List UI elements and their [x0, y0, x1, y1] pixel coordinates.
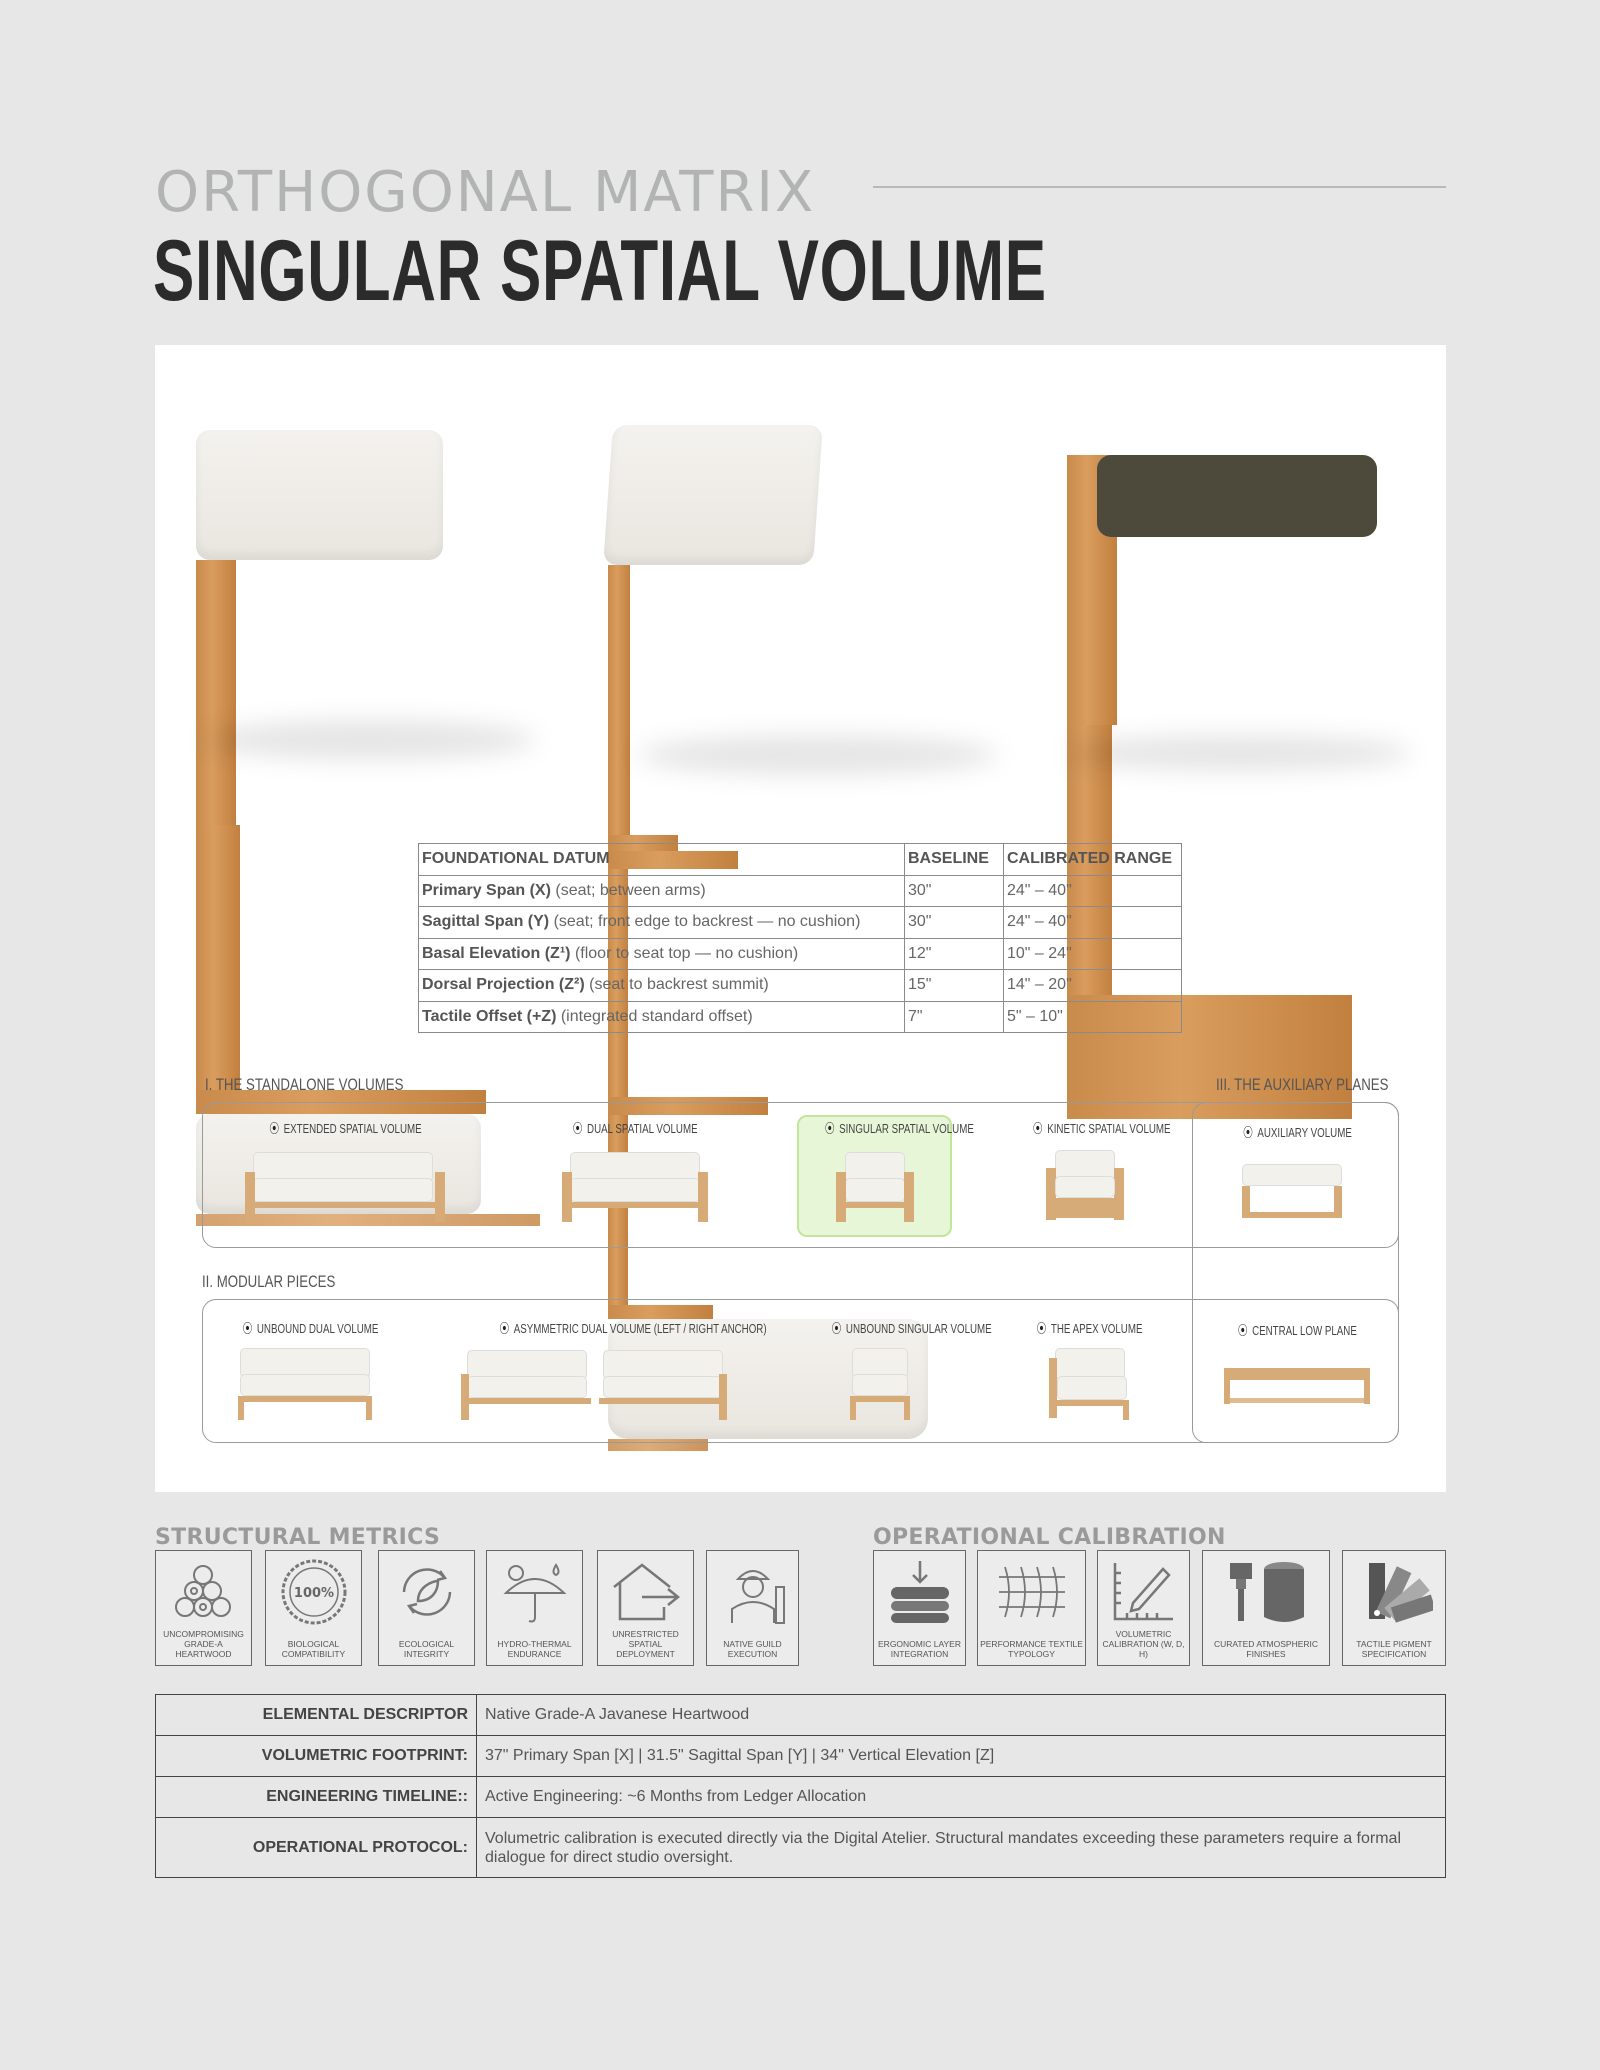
icon-caption: UNRESTRICTED SPATIAL DEPLOYMENT: [612, 1629, 679, 1659]
dimension-name: Basal Elevation (Z¹): [422, 944, 571, 962]
chair-angled-photo: [608, 425, 1023, 780]
dimension-note: (seat; front edge to backrest — no cushion): [553, 913, 861, 931]
table-row: [419, 970, 1182, 1002]
dimension-name: Primary Span (X): [422, 881, 551, 899]
detail-value: Active Engineering: ~6 Months from Ledger Allocation: [477, 1777, 1446, 1818]
model-unbound-dual-volume[interactable]: [220, 1318, 390, 1438]
model-unbound-singular-volume[interactable]: [805, 1318, 992, 1438]
table-row: [419, 907, 1182, 939]
model-singular-spatial-volume[interactable]: [800, 1118, 974, 1238]
house-arrow-icon: [606, 1557, 686, 1627]
icon-caption: ECOLOGICAL INTEGRITY: [398, 1639, 455, 1659]
icon-card: [486, 1550, 583, 1666]
icon-card: [1097, 1550, 1190, 1666]
hypoallergenic-seal-icon: [275, 1557, 353, 1627]
dimension-range: 10" – 24": [1004, 938, 1182, 970]
model-label: ⦿ ASYMMETRIC DUAL VOLUME (LEFT / RIGHT ANCHOR): [500, 1318, 767, 1337]
table-row: [419, 875, 1182, 907]
table-row: [419, 938, 1182, 970]
table-header: CALIBRATED RANGE: [1004, 844, 1182, 876]
table-row: [156, 1695, 1446, 1736]
details-table: [155, 1694, 1446, 1878]
table-row: [156, 1818, 1446, 1878]
auxiliary-section-title: III. THE AUXILIARY PLANES: [1216, 1075, 1389, 1094]
model-label: ⦿ SINGULAR SPATIAL VOLUME: [825, 1118, 974, 1137]
model-label: ⦿ THE APEX VOLUME: [1037, 1318, 1143, 1337]
model-label: ⦿ DUAL SPATIAL VOLUME: [573, 1118, 698, 1137]
detail-label: ELEMENTAL DESCRIPTOR: [156, 1695, 477, 1736]
table-row: [419, 1001, 1182, 1033]
layers-icon: [881, 1557, 959, 1627]
detail-label: ENGINEERING TIMELINE::: [156, 1777, 477, 1818]
dimension-range: 14" – 20": [1004, 970, 1182, 1002]
dimension-note: (seat to backrest summit): [589, 976, 769, 994]
dimension-range: 24" – 40": [1004, 875, 1182, 907]
operational-calibration-title: OPERATIONAL CALIBRATION: [873, 1525, 1226, 1550]
table-header: BASELINE: [905, 844, 1004, 876]
icon-caption: BIOLOGICAL COMPATIBILITY: [281, 1639, 346, 1659]
chair-back-photo: [1067, 455, 1412, 775]
swatch-icon: [1355, 1557, 1433, 1627]
detail-label: VOLUMETRIC FOOTPRINT:: [156, 1736, 477, 1777]
ruler-pencil-icon: [1105, 1557, 1183, 1627]
model-asymmetric-dual-volume[interactable]: [455, 1318, 767, 1438]
dimension-baseline: 30": [905, 907, 1004, 939]
icon-caption: ERGONOMIC LAYER INTEGRATION: [878, 1639, 961, 1659]
icon-card: [873, 1550, 966, 1666]
icon-card: [706, 1550, 799, 1666]
chair-front-photo: [196, 430, 541, 775]
structural-metrics-title: STRUCTURAL METRICS: [155, 1525, 441, 1550]
icon-caption: VOLUMETRIC CALIBRATION (W, D, H): [1102, 1629, 1185, 1659]
logs-icon: [165, 1557, 243, 1623]
page-title: SINGULAR SPATIAL VOLUME: [153, 223, 1047, 319]
model-dual-spatial-volume[interactable]: [540, 1118, 730, 1238]
dimension-baseline: 12": [905, 938, 1004, 970]
weather-umbrella-icon: [496, 1557, 574, 1627]
model-extended-spatial-volume[interactable]: [235, 1118, 455, 1238]
model-auxiliary-volume[interactable]: [1215, 1122, 1380, 1232]
dimension-note: (floor to seat top — no cushion): [574, 944, 799, 962]
brush-stump-icon: [1216, 1557, 1316, 1627]
dimension-note: (seat; between arms): [555, 881, 706, 899]
dimension-range: 24" – 40": [1004, 907, 1182, 939]
model-label: ⦿ EXTENDED SPATIAL VOLUME: [269, 1118, 421, 1137]
eco-cycle-icon: [388, 1557, 466, 1627]
icon-caption: CURATED ATMOSPHERIC FINISHES: [1213, 1639, 1319, 1659]
dimension-name: Tactile Offset (+Z): [422, 1007, 557, 1025]
icon-card: [597, 1550, 694, 1666]
textile-icon: [993, 1557, 1071, 1627]
dimension-name: Dorsal Projection (Z²): [422, 976, 585, 994]
dimension-name: Sagittal Span (Y): [422, 913, 550, 931]
dimension-note: (integrated standard offset): [560, 1007, 753, 1025]
icon-caption: PERFORMANCE TEXTILE TYPOLOGY: [980, 1639, 1083, 1659]
dimension-table: [418, 843, 1182, 1033]
model-central-low-plane[interactable]: [1210, 1320, 1385, 1430]
icon-caption: HYDRO-THERMAL ENDURANCE: [497, 1639, 572, 1659]
icon-card: [1342, 1550, 1446, 1666]
detail-value: Volumetric calibration is executed directly via the Digital Atelier. Structural mandates exceeding these parameters require a formal dialogue for direct studio oversight.: [477, 1818, 1446, 1878]
dimension-baseline: 30": [905, 875, 1004, 907]
icon-card: [155, 1550, 252, 1666]
model-label: ⦿ UNBOUND SINGULAR VOLUME: [832, 1318, 992, 1337]
model-label: ⦿ AUXILIARY VOLUME: [1243, 1122, 1352, 1141]
icon-card: [1202, 1550, 1330, 1666]
dimension-baseline: 15": [905, 970, 1004, 1002]
header-kicker: ORTHOGONAL MATRIX: [155, 160, 816, 225]
craftsman-icon: [714, 1557, 792, 1627]
icon-card: [265, 1550, 362, 1666]
dimension-baseline: 7": [905, 1001, 1004, 1033]
detail-label: OPERATIONAL PROTOCOL:: [156, 1818, 477, 1878]
detail-value: 37" Primary Span [X] | 31.5" Sagittal Span [Y] | 34" Vertical Elevation [Z]: [477, 1736, 1446, 1777]
table-row: [156, 1777, 1446, 1818]
model-kinetic-spatial-volume[interactable]: [1010, 1118, 1171, 1238]
table-row: [156, 1736, 1446, 1777]
table-header: FOUNDATIONAL DATUM: [419, 844, 905, 876]
model-apex-volume[interactable]: [1015, 1318, 1165, 1438]
modular-section-title: II. MODULAR PIECES: [202, 1272, 336, 1291]
icon-caption: UNCOMPROMISING GRADE-A HEARTWOOD: [163, 1629, 244, 1659]
model-label: ⦿ CENTRAL LOW PLANE: [1238, 1320, 1357, 1339]
model-label: ⦿ UNBOUND DUAL VOLUME: [243, 1318, 379, 1337]
dimension-range: 5" – 10": [1004, 1001, 1182, 1033]
icon-card: [977, 1550, 1086, 1666]
model-label: ⦿ KINETIC SPATIAL VOLUME: [1033, 1118, 1171, 1137]
icon-caption: TACTILE PIGMENT SPECIFICATION: [1356, 1639, 1432, 1659]
standalone-section-title: I. THE STANDALONE VOLUMES: [205, 1075, 404, 1094]
icon-caption: NATIVE GUILD EXECUTION: [723, 1639, 782, 1659]
icon-card: [378, 1550, 475, 1666]
header-rule: [873, 186, 1446, 188]
detail-value: Native Grade-A Javanese Heartwood: [477, 1695, 1446, 1736]
seal-text: 100%: [293, 1586, 334, 1601]
